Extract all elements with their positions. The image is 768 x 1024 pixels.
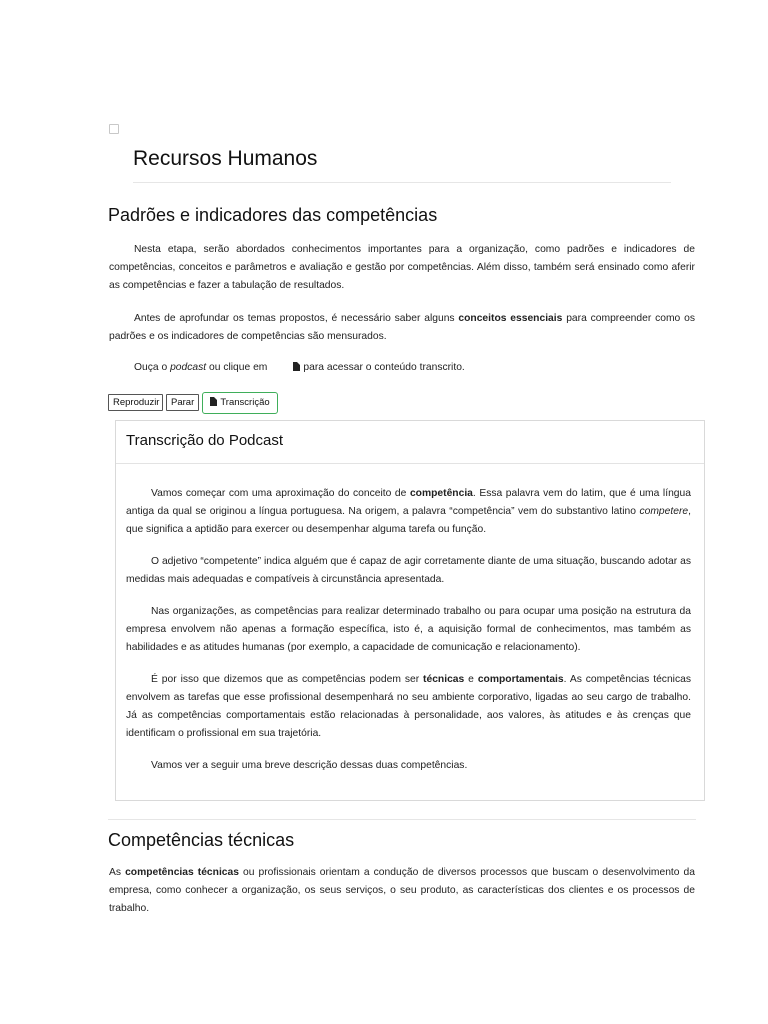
intro-paragraph-text: Nesta etapa, serão abordados conhecimentos importantes para a organização, como padrões e indicadores de competências, conceitos e parâmetros e avaliação e gestão por competências. Além disso, também será ensinado como aferir as competências e fazer a tabulação de resultados. <box>109 244 695 291</box>
stop-button[interactable]: Parar <box>166 394 199 411</box>
transcript-title: Transcrição do Podcast <box>126 432 284 449</box>
transcript-p4-bold-2: comportamentais <box>477 674 564 685</box>
transcript-paragraph-4 <box>126 671 691 743</box>
title-divider <box>133 182 671 183</box>
listen-end: para acessar o conteúdo transcrito. <box>303 362 465 373</box>
transcript-paragraph-3 <box>126 603 691 657</box>
section-divider <box>108 819 696 820</box>
intro-paragraph <box>109 241 695 295</box>
listen-before: Ouça o <box>134 362 171 373</box>
technical-p-a: As <box>109 867 126 878</box>
technical-p-bold: competências técnicas <box>125 867 239 878</box>
transcript-p2-text: O adjetivo “competente” indica alguém que é capaz de agir corretamente diante de uma situação, buscando adotar as medidas mais adequadas e compatíveis à circunstância apresentada. <box>126 556 691 585</box>
transcript-p4-bold-1: técnicas <box>423 674 465 685</box>
listen-podcast-word: podcast <box>170 362 207 373</box>
transcript-p4-e: . As competências técnicas envolvem as tarefas que esse profissional desempenhará no seu ambiente corporativo, ligadas ao seu cargo de trabalho. Já as competências comportamentais estão relacionadas à personalidade, aos valores, às atitudes e às crenças que identificam o profissional em sua trajetória. <box>126 674 691 739</box>
concepts-bold: conceitos essenciais <box>458 313 563 324</box>
transcript-paragraph-2 <box>126 553 691 589</box>
transcript-paragraph-1 <box>126 485 691 539</box>
page-title: Recursos Humanos <box>133 147 318 170</box>
document-icon <box>293 362 300 371</box>
transcript-header <box>116 421 704 464</box>
transcript-p1-e: , que significa a aptidão para exercer ou desempenhar alguma tarefa ou função. <box>126 506 691 535</box>
concepts-text-after: para compreender como os padrões e os indicadores de competências são mensurados. <box>109 313 695 342</box>
transcript-paragraph-5 <box>126 757 691 775</box>
transcript-button[interactable] <box>202 392 278 414</box>
transcript-p1-italic: competere <box>639 506 689 517</box>
concepts-paragraph <box>109 310 695 346</box>
transcript-p1-c: . Essa palavra vem do latim, que é uma língua antiga da qual se originou a língua portuguesa. Na origem, a palavra “competência” vem do substantivo latino <box>126 488 691 517</box>
document-icon <box>210 397 217 406</box>
listen-after: ou clique em <box>206 362 268 373</box>
transcript-p1-a: Vamos começar com uma aproximação do conceito de <box>151 488 410 499</box>
transcript-panel <box>115 420 705 801</box>
section-heading-padroes: Padrões e indicadores das competências <box>108 205 438 225</box>
transcript-p3-text: Nas organizações, as competências para realizar determinado trabalho ou para ocupar uma posição na estrutura da empresa envolvem não apenas a formação específica, isto é, a aquisição formal de conhecimentos, mas também as habilidades e as atitudes humanas (por exemplo, a capacidade de comunicação e relacionamento). <box>126 606 691 653</box>
technical-paragraph <box>109 864 695 918</box>
broken-image-icon <box>109 124 119 134</box>
transcript-button-label: Transcrição <box>220 397 270 408</box>
concepts-text-before: Antes de aprofundar os temas propostos, é necessário saber alguns <box>134 313 459 324</box>
play-button[interactable]: Reproduzir <box>108 394 163 411</box>
section-heading-tecnicas: Competências técnicas <box>108 830 295 850</box>
transcript-p4-a: É por isso que dizemos que as competências podem ser <box>151 674 424 685</box>
listen-instruction <box>134 359 465 377</box>
technical-p-c: ou profissionais orientam a condução de diversos processos que buscam o desenvolvimento da empresa, como conhecer a organização, os seus serviços, o seu produto, as características dos clientes e os processos de trabalho. <box>109 867 696 914</box>
transcript-p1-bold: competência <box>409 488 473 499</box>
transcript-p5-text: Vamos ver a seguir uma breve descrição dessas duas competências. <box>151 760 468 771</box>
transcript-p4-c: e <box>464 674 478 685</box>
